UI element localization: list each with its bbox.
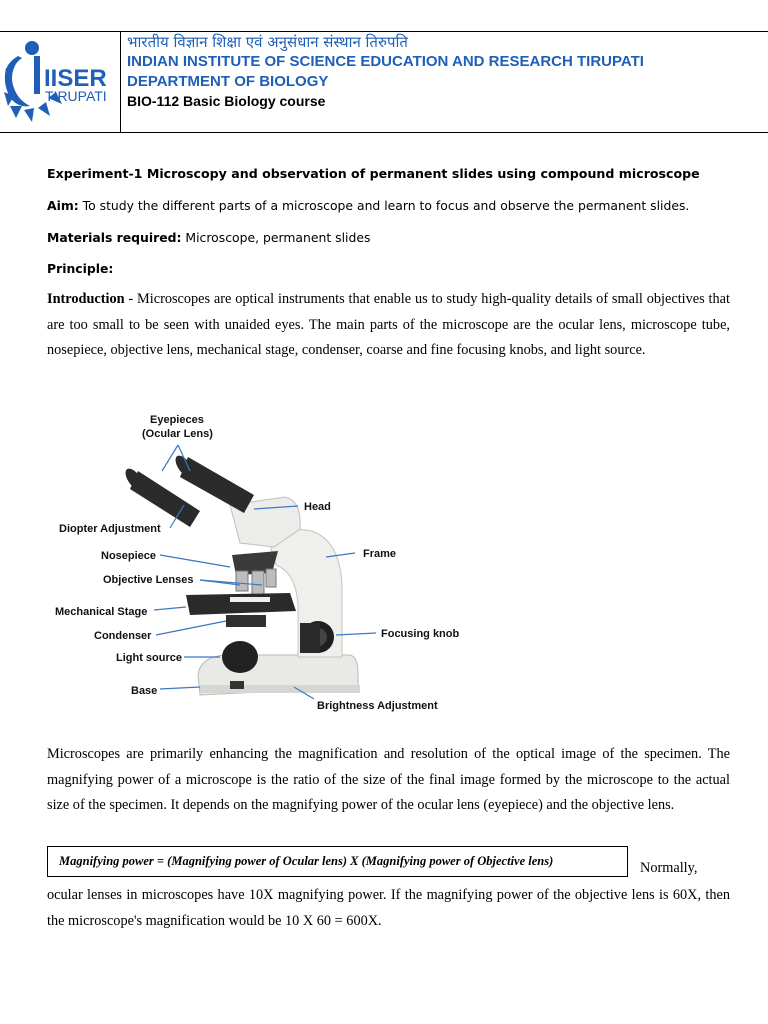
institute-name-hindi: भारतीय विज्ञान शिक्षा एवं अनुसंधान संस्थान तिरुपति xyxy=(127,33,408,51)
materials-text: Microscope, permanent slides xyxy=(181,230,371,245)
aim-line xyxy=(47,198,689,213)
microscope-diagram xyxy=(50,405,460,725)
label-objective-lenses: Objective Lenses xyxy=(103,574,194,586)
logo-subtitle: TIRUPATI xyxy=(45,88,107,104)
label-brightness-adjustment: Brightness Adjustment xyxy=(317,700,438,712)
introduction-label: Introduction xyxy=(47,291,125,307)
label-light-source: Light source xyxy=(116,652,183,664)
label-focusing-knob: Focusing knob xyxy=(381,628,460,640)
label-base: Base xyxy=(131,685,158,697)
label-condenser: Condenser xyxy=(94,630,152,642)
page-header xyxy=(0,31,768,133)
magnification-paragraph: Microscopes are primarily enhancing the magnification and resolution of the optical image of the specimen. The magnifying power of a microscope is the ratio of the size of the final image formed by the microscope to the actual size of the specimen. It depends on the magnifying power of the ocular lens (eyepiece) and the objective lens. xyxy=(47,746,730,813)
logo-graphic xyxy=(0,34,118,130)
department-name: DEPARTMENT OF BIOLOGY xyxy=(127,73,329,90)
iiser-logo xyxy=(0,34,118,130)
introduction-paragraph xyxy=(47,287,730,364)
label-mechanical-stage: Mechanical Stage xyxy=(55,606,148,618)
course-name: BIO-112 Basic Biology course xyxy=(127,93,326,109)
introduction-text: - Microscopes are optical instruments that enable us to study high-quality details of small objectives that are too small to be seen with unaided eyes. The main parts of the microscope are the ocular lens, microscope tube, nosepiece, objective lens, mechanical stage, condenser, coarse and fine focusing knobs, and light source. xyxy=(47,291,730,358)
experiment-title: Experiment-1 Microscopy and observation of permanent slides using compound microscope xyxy=(47,166,700,181)
ocular-lens-paragraph: ocular lenses in microscopes have 10X magnifying power. If the magnifying power of the objective lens is 60X, then the microscope's magnification would be 10 X 60 = 600X. xyxy=(47,887,730,929)
label-eyepieces: Eyepieces xyxy=(150,414,204,426)
institute-name: INDIAN INSTITUTE OF SCIENCE EDUCATION AND RESEARCH TIRUPATI xyxy=(127,53,644,70)
label-frame: Frame xyxy=(363,548,397,560)
aim-text: To study the different parts of a microscope and learn to focus and observe the permanent slides. xyxy=(78,198,690,213)
materials-label: Materials required: xyxy=(47,230,182,245)
materials-line xyxy=(47,230,370,245)
label-nosepiece: Nosepiece xyxy=(101,550,157,562)
logo-wordmark: IISER xyxy=(44,65,107,92)
formula-box: Magnifying power = (Magnifying power of Ocular lens) X (Magnifying power of Objective lens) xyxy=(47,846,628,877)
label-head: Head xyxy=(304,501,331,513)
label-ocular-lens: (Ocular Lens) xyxy=(142,428,213,440)
header-divider xyxy=(120,32,121,132)
normally-text: Normally, xyxy=(640,860,698,876)
aim-label: Aim: xyxy=(47,198,79,213)
principle-label: Principle: xyxy=(47,261,114,276)
label-diopter-adjustment: Diopter Adjustment xyxy=(59,523,161,535)
